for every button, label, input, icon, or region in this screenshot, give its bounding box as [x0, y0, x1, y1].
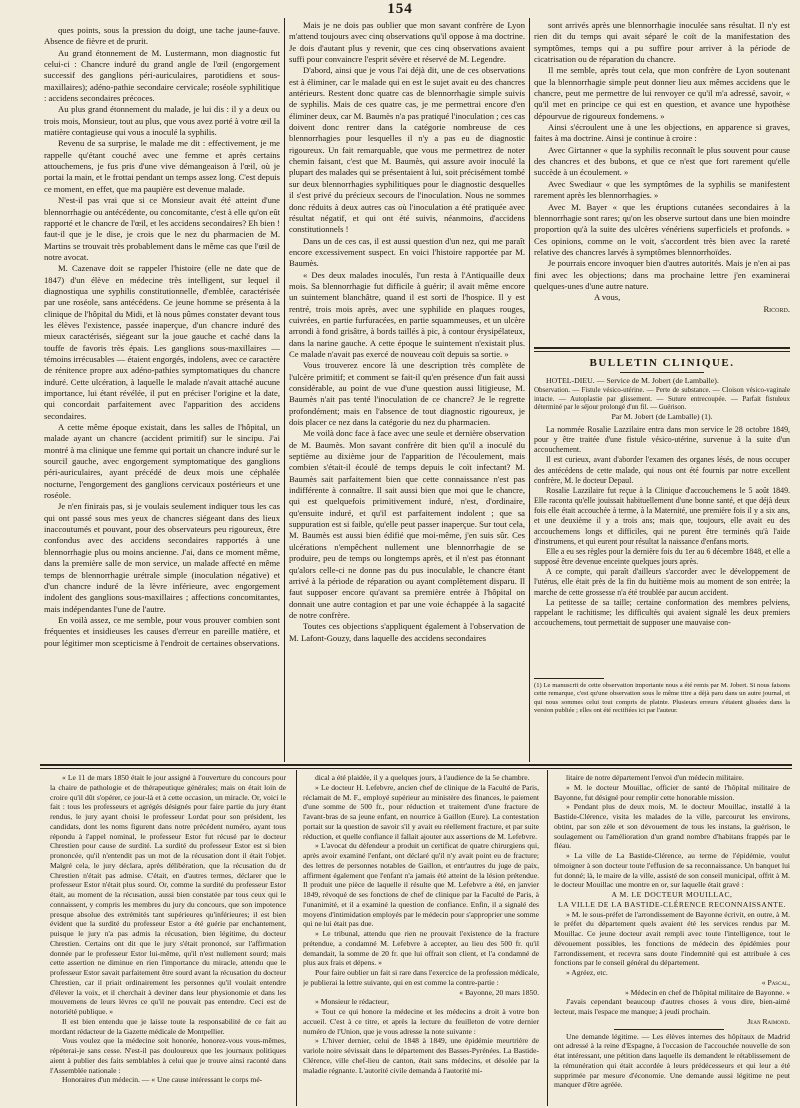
paragraph: Pour faire oublier un fait si rare dans l'exercice de la profession médicale, je publierai la lettre suivante, qui en est comme la contre-partie : [303, 968, 539, 987]
column-divider [547, 770, 548, 1106]
section-divider [534, 347, 790, 349]
paragraph: Toutes ces objections s'appliquent également à l'observation de M. Lafont-Gouzy, dans laquelle des accidens secondaires [289, 621, 525, 643]
paragraph: Au grand étonnement de M. Lustermann, mon diagnostic fut celui-ci : Chancre induré du grand angle de l'œil (engorgement successif des ganglions péri-auriculaires, parotidiens et sous-maxillaires); adéno-pathie secondaire cervicale; roséole syphilitique : accidens secondaires précoces. [44, 47, 280, 104]
paragraph: Rosalie Lazzilaire fut reçue à la Clinique d'accouchemens le 5 août 1849. Elle raconta qu'elle jouissait habituellement d'une bonne santé, et que déjà deux fois elle était accouchée à terme, à la Maternité, une première fois il y a six ans, et une deuxième il y a trois ans; mais que, toujours, elle avait eu des accouchemens longs et difficiles, qui ne purent être terminés qu'à l'aide d'instrumens, et qui eurent pour résultat la naissance d'enfans morts. [534, 485, 790, 546]
paragraph: » La ville de La Bastide-Clérence, au terme de l'épidémie, voulut témoigner à son docteur toute l'effusion de sa reconnaissance. Un banquet lui fut donné; là, le maire de la ville, assisté de son conseil municipal, offrit à M. le docteur Mouillac une montre en or, sur laquelle était gravé : [554, 851, 790, 890]
paragraph: » Le docteur H. Lefebvre, ancien chef de clinique de la Faculté de Paris, réclamait de M. F., employé supérieur au ministère des finances, le paiement d'une somme de 500 fr., pour réduction et traitement d'une fracture de l'avant-bras de sa jeune enfant, en nourrice à Gaillon (Eure). La contestation portait sur la question de savoir s'il y avait eu réellement fracture, et par suite réduction, et quelle confiance il fallait ajouter aux assertions de M. Lefebvre. [303, 782, 539, 841]
paragraph: Mais je ne dois pas oublier que mon savant confrère de Lyon m'attend toujours avec cinq observations qu'il oppose à ma doctrine. Je dois d'autant plus y revenir, que ces cinq observations avaient suffi pour convaincre l'esprit sévère et réservé de M. Legendre. [289, 20, 525, 65]
paragraph: dical a été plaidée, il y a quelques jours, à l'audience de la 5e chambre. [315, 773, 530, 782]
engraving-line: A M. LE DOCTEUR MOUILLAC, [611, 890, 733, 899]
engraving-line: LA VILLE DE LA BASTIDE-CLÉRENCE RECONNAISSANTE. [558, 899, 786, 909]
column-divider [284, 18, 285, 762]
paragraph: » Pendant plus de deux mois, M. le docteur Mouillac, installé à la Bastide-Clérence, visita les malades de la ville, parcourut les environs, obtint, par son zèle et son dévouement de tous les instans, la guérison, le soulagement ou l'amélioration d'un grand nombre d'habitans frappés par le fléau. [554, 802, 790, 851]
paragraph: » L'hiver dernier, celui de 1848 à 1849, une épidémie meurtrière de variole noire sévissait dans le département des Basses-Pyrénées. La Bastide-Clérence, ville chef-lieu de canton, était sans médecins, et désolée par la maladie régnante. L'autorité civile demanda à l'autorité mi- [303, 1036, 539, 1075]
footnote-divider [534, 678, 604, 679]
paragraph: Il me semble, après tout cela, que mon confrère de Lyon soutenant que la blennorrhagie simple peut donner lieu aux mêmes accidens que le chancre, peut me permettre de lui renvoyer ce qu'il m'a adressé, savoir, « qu'il met en principe ce qui est en question, et avance une hypothèse dépourvue de rigoureux fondemens. » [534, 65, 790, 121]
paragraph: Je pourrais encore invoquer bien d'autres autorités. Mais je n'en ai pas fini avec les objections; dans ma prochaine lettre j'en examinerai quelques-unes d'une autre nature. [534, 258, 790, 291]
paragraph: La nommée Rosalie Lazzilaire entra dans mon service le 28 octobre 1849, pour y être traitée d'une fistule vésico-utérine, survenue à la suite d'un accouchement. [534, 425, 790, 455]
paragraph: Vous voulez que la médecine soit honorée, honorez-vous vous-mêmes, répéterai-je sans cesse. N'est-il pas douloureux que les journaux politiques aient à publier des faits semblables à celui que je trouve ainsi raconté dans l'Assemblée nationale : [50, 1036, 286, 1075]
paragraph: Avec M. Bayer « que les éruptions cutanées secondaires à la blennorrhagie sont rares; qu'on les observe surtout dans une bien moindre proportion qu'à la suite des ulcères vénériens superficiels et profonds. » Ces opinions, comme on le voit, s'accordent très bien avec la rareté relative des chancres larvés à symptômes blennorrhoïdes. [534, 201, 790, 257]
paragraph: Me voilà donc face à face avec une seule et dernière observation de M. Baumès. Mon savant confrère dit bien qu'il a inoculé du septième au dixième jour de l'apparition de l'écoulement, mais combien s'était-il écoulé de temps depuis le coït infectant? M. Baumès sait parfaitement bien que cette connaissance n'est pas indifférente à connaître. Il sait aussi bien que moi que le chancre, qui est quelquefois primitivement induré, n'est, d'ordinaire, qu'ensuite induré, et qu'il est parfaitement indolent ; que sa suppuration est si faible, qu'elle peut passer inaperçue. Sur tout cela, M. Baumès est aussi bien édifié que moi-même, j'en suis sûr. Ces ulcérations n'empêchent nullement une blennorrhagie de se produire, peu de temps ou longtemps après, et il n'est pas étonnant qu'alors celle-ci ne donne pas du pus inoculable, le chancre étant arrivé à la période de réparation ou ayant complètement disparu. Il faut supposer encore qu'avant sa première entrée à l'hôpital on donnait une autre contagion et par une voie échappée à la sagacité de notre confrère. [289, 428, 525, 620]
bulletin-body [534, 425, 790, 675]
bulletin-summary: Observation. — Fistule vésico-utérine. — Perte de substance. — Cloison vésico-vaginale intacte. — Autoplastie par glissement. — Suture entrecoupée. — Parfait fistuleux déterminé par le séjour prolongé d'un fil. — Guérison. [534, 386, 790, 412]
paragraph: « Le 11 de mars 1850 était le jour assigné à l'ouverture du concours pour la chaire de pathologie et de thérapeutique générales; mais on était loin de croire qu'il dût s'opérer, ce jour-là et à cette occasion, un miracle. Or, voici le fait : tous les professeurs et agrégés désignés pour faire partie du jury étant rendus, le jury ayant choisi le professeur Lordat pour son président, les candidats, dont les noms figurent dans notre précédent numéro, ayant tous répondu à l'appel nominal, le professeur Estor fut récusé par le docteur Chrestien pour cause de surdité. La surdité du professeur Estor est si bien prononcée, qu'il n'entendit pas un mot de la récusation dont il était l'objet. Malgré cela, le jury déclara, après délibération, que la récusation du dr Chrestien n'était pas admise. C'était, en d'autres termes, déclarer que le professeur Estor n'était plus sourd. Or, comme la surdité du professeur Estor était, au moment de la récusation, aussi bien constatée par tous ceux qui le connaissent, y compris les membres du jury du concours, que son impotence presque absolue des extrémités tant supérieures qu'inférieures; il est bien évident que la surdité du professeur Estor a été guérie par enchantement, puisque le jury n'a pas admis la récusation, bien légitime, du docteur Chrestien. Certains ont dit que le jury s'était prononcé, sur l'affirmation donnée par le professeur Estor lui-même, qu'il n'est nullement sourd; mais cette assertion ne diminue en rien l'importance du miracle, attendu que le professeur Estor savait parfaitement être sourd avant la récusation du docteur Chrestien, car il priait ordinairement les personnes qu'il voulait entendre d'élever la voix, et il cherchait à deviner dans leur physionomie et dans les mouvemens de leurs lèvres ce qu'il ne pouvait pas entendre. Ceci est de notoriété publique. » [50, 773, 286, 1016]
column-1 [44, 25, 280, 760]
paragraph: sont arrivés après une blennorrhagie inoculée sans résultat. Il n'y est rien dit du temps qui avait séparé le coït de la manifestation des symptômes, temps qui a pu suffire pour arriver à la période de cicatrisation ou de réparation du chancre. [534, 20, 790, 65]
bulletin-header [534, 376, 790, 422]
paragraph: » Le tribunal, attendu que rien ne prouvait l'existence de la fracture prétendue, a condamné M. Lefebvre à accepter, au lieu des 500 fr. qu'il demandait, la somme de 20 fr. que lui offrait son client, et l'a condamné de plus aux frais et dépens. » [303, 929, 539, 968]
column-divider [529, 18, 530, 762]
paragraph: Elle a eu ses règles pour la dernière fois du 1er au 6 décembre 1848, et elle a supposé être devenue enceinte quelques jours après. [534, 546, 790, 567]
paragraph: Ainsi s'écroulent une à une les objections, en apparence si graves, faites à ma doctrine. Ainsi je continue à croire : [534, 122, 790, 144]
paragraph: Il est bien entendu que je laisse toute la responsabilité de ce fait au mordant rédacteur de la Gazette médicale de Montpellier. [50, 1016, 286, 1036]
column-3 [534, 20, 790, 342]
paragraph: » M. le sous-préfet de l'arrondissement de Bayonne écrivit, en outre, à M. le préfet du département quels avaient été les services rendus par M. Mouillac. Ce jeune docteur avait rempli avec toute l'intelligence, tout le dévouement possibles, les fonctions de médecin des épidémies pour l'arrondissement, et recevra sans doute l'indemnité qui est attribuée à ces fonctions par le conseil général du département. [554, 909, 790, 968]
paragraph: Je n'en finirais pas, si je voulais seulement indiquer tous les cas qui ont passé sous mes yeux de chancres siégeant dans des lieux inaccoutumés et pouvant, pour des observateurs peu rigoureux, être confondus avec des accidens secondaires rapportés à une blennorrhagie plus ou moins ancienne. J'ai, dans ce moment même, dans la première salle de mon service, un malade affecté en même temps de blennorrhagie urétrale simple (inoculation négative) et d'un chancre induré de la lèvre inférieure, avec engorgement indolent des ganglions sous-maxillaires ; affections concomitantes, mais indépendantes l'une de l'autre. [44, 501, 280, 614]
section-divider [40, 768, 792, 769]
paragraph: Avec Girtanner « que la syphilis reconnaît le plus souvent pour cause des chancres et des bubons, et que ce n'est que fort rarement qu'elle succède à un écoulement. » [534, 144, 790, 178]
paragraph: Revenu de sa surprise, le malade me dit : effectivement, je me rappelle qu'étant couché avec une femme et après certains attouchemens, je fus pris d'une vive démangeaison à l'œil, où je portai la main, et le frottai pendant un temps assez long. C'est depuis ce moment, en effet, que ma paupière est devenue malade. [44, 138, 280, 194]
paragraph: ques points, sous la pression du doigt, une tache jaune-fauve. Absence de fièvre et de prurit. [44, 25, 280, 47]
paragraph: N'est-il pas vrai que si ce Monsieur avait été atteint d'une blennorrhagie ou antécédente, ou concomitante, c'est à elle qu'on eût rapporté et le chancre de l'œil, et les accidens secondaires? Eh bien ! faut-il que je le dise, je crois que le nez du pharmacien de M. Martins se trouvait très probablement dans le même cas que l'œil de notre avocat. [44, 195, 280, 262]
paragraph: » L'avocat du défendeur a produit un certificat de quatre chirurgiens qui, après avoir examiné l'enfant, ont déclaré qu'il n'y avait point eu de fracture; des lettres de personnes notables de Gaillon, et entr'autres du juge de paix, affirment également que l'enfant n'a jamais été atteint de la lésion prétendue. Il produit une pièce de laquelle il résulte que M. Lefebvre a été, en janvier 1849, révoqué de ses fonctions de chef de clinique par la Faculté de Paris, à l'unanimité, et il a examiné la question de confiance. Enfin, il a signalé des moyens d'intimidation employés par le médecin pour s'approprier une somme qui ne lui était pas due. [303, 841, 539, 929]
bulletin-service: HOTEL-DIEU. — Service de M. Jobert (de Lamballe). [546, 376, 719, 385]
divider [614, 1029, 724, 1030]
paragraph: Une demande légitime. — Les élèves internes des hôpitaux de Madrid ont adressé à la reine d'Espagne, à l'occasion de l'accouchée nouvelle de son état intéressant, une pétition dans laquelle ils demandent le rétablissement de la rémunération qui était accordée à leurs prédécesseurs et qui leur a été supprimée par mesure d'économie. Une demande aussi légitime ne peut manquer d'être agréée. [554, 1031, 790, 1090]
letter-signature-title: » Médecin en chef de l'hôpital militaire de Bayonne. » [624, 987, 790, 997]
footnote: (1) Le manuscrit de cette observation importante nous a été remis par M. Jobert. Si nous faisons cette remarque, c'est qu'une observation sous le même titre a déjà paru dans un autre journal, et qui nous sommes celui tout compris de plainte. Plusieurs erreurs s'étaient glissées dans la version publiée ; elles ont été rectifiées ici par l'auteur. [534, 682, 790, 715]
paragraph: D'abord, ainsi que je vous l'ai déjà dit, une de ces observations est à éliminer, car le malade qui en est le sujet avait eu des chancres antérieurs. Restent donc quatre cas de blennorrhagie simple suivis de syphilis. Mais de ces quatre cas, je me permettrai encore d'en éliminer deux, car M. Baumès n'a pas pratiqué l'inoculation ; ces cas doivent donc rentrer dans la catégorie nombreuse de ces blennorrhagies pour lesquelles il n'y a pas eu de diagnostic rigoureux. Un fait remarquable, que vous me permettrez de noter chemin faisant, c'est que M. Baumès, qui assure avoir inoculé la plupart des malades qui se présentaient à lui, soit précisément tombé sur deux blennorrhagies syphilitiques pour le diagnostic desquelles il s'est privé du précieux secours de l'inoculation. Nous ne sommes donc réduits à deux autres cas où l'inoculation a été pratiquée avec résultat négatif, et qui ont été suivis, néanmoins, d'accidens constitutionnels ! [289, 65, 525, 235]
title-underline [620, 372, 704, 373]
paragraph: » Agréez, etc. [566, 968, 608, 977]
paragraph: litaire de notre département l'envoi d'un médecin militaire. [566, 773, 744, 782]
letter-signature: « Pascal, [761, 977, 790, 987]
paragraph: A cette même époque existait, dans les salles de l'hôpital, un malade ayant un chancre (accident primitif) sur le sincipu. J'ai montré à ma clinique une femme qui portait un chancre induré sur le sourcil gauche, avec engorgement symptomatique des ganglions péri-auriculaires, ayant précédé de deux mois une céphalée nocturne, l'engorgement des ganglions cervicaux postérieurs et une roséole. [44, 422, 280, 501]
signature: Ricord. [763, 303, 790, 314]
paragraph: La petitesse de sa taille; certaine conformation des membres pelviens, rappelant le rachitisme; les difficultés qui avaient signalé les deux premiers accouchemens, tout permettait de supposer une mauvaise con- [534, 597, 790, 627]
paragraph: A ce compte, qui paraît d'ailleurs s'accorder avec le développement de l'utérus, elle était près de la fin du huitième mois au moment de son entrée; la marche de cette grossesse n'a été troublée par aucun accident. [534, 567, 790, 597]
paragraph: Avec Swediaur « que les symptômes de la syphilis se manifestent rarement après les blennorrhagies. » [534, 178, 790, 201]
bulletin-title: BULLETIN CLINIQUE. [589, 357, 735, 369]
bulletin-byline: Par M. Jobert (de Lamballe) (1). [611, 411, 713, 421]
paragraph: M. Cazenave doit se rappeler l'histoire (elle ne date que de 1847) d'un élève en médecine très intelligent, sur lequel il diagnostiqua une syphilis constitutionnelle, d'emblée, caractérisée par une roséole, sans antécédens. Ce jeune homme se présenta à la clinique de l'hôpital du Midi, et là nous pûmes constater devant tous les élèves l'existence, passée inaperçue, d'un chancre induré des mieux caractérisés, siégeant sur la joue gauche et caché dans la touffe de favoris très épais. Les ganglions sous-maxillaires — témoins irrécusables — étaient engorgés, indolens, avec ce caractère de rénitence propre aux adéno-pathies symptomatiques du chancre induré. Cette ulcération, à laquelle le malade n'avait attaché aucune importance, lui étant révélée, il put en préciser l'origine et la date, qui concordait parfaitement avec l'apparition des accidens secondaires. [44, 263, 280, 421]
paragraph: « Des deux malades inoculés, l'un resta à l'Antiquaille deux mois. Sa blennorrhagie fut difficile à guérir; il avait même encore un suintement blanchâtre, quand il est sorti de l'hospice. Il y est rentré, trois mois après, avec une syphilide en plaques rouges, cuivrées, en partie furfuracées, en partie squammeuses, et un ulcère arrondi à fond grisâtre, à bords taillés à pic, à contour érysipélateux, dans la narine gauche. A cette époque le suintement n'existait plus. Ce malade n'avait pas exercé de nouveau coït depuis sa sortie. » [289, 269, 525, 359]
lower-column-1 [50, 773, 286, 1105]
closing: A vous, [594, 292, 621, 303]
section-divider [534, 351, 790, 352]
lower-column-3 [554, 773, 790, 1105]
section-divider [40, 764, 792, 766]
paragraph: » M. le docteur Mouillac, officier de santé de l'hôpital militaire de Bayonne, fut désigné pour remplir cette honorable mission. [554, 782, 790, 802]
column-2 [289, 20, 525, 760]
paragraph: Honoraires d'un médecin. — « Une cause intéressant le corps mé- [62, 1075, 263, 1085]
paragraph: J'avais cependant beaucoup d'autres choses à vous dire, bien-aimé lecteur, mais l'espace me manque; à jeudi prochain. [554, 997, 790, 1016]
paragraph: Vous trouverez encore là une description très complète de l'ulcère primitif; et comment se fait-il qu'en présence d'un fait aussi considérable, au point de vue d'une question aussi litigieuse, M. Baumès n'ait pas tenté l'inoculation de ce chancre? Je le regrette profondément; mais en l'absence de tout diagnostic rigoureux, je dois placer ce nez dans la catégorie du nez du pharmacien. [289, 360, 525, 428]
page-number: 154 [387, 1, 413, 17]
paragraph: Au plus grand étonnement du malade, je lui dis : il y a deux ou trois mois, Monsieur, tout au plus, que vous avez porté à votre œil la matière contagieuse qui vous a inoculé la syphilis. [44, 104, 280, 138]
paragraph: En voilà assez, ce me semble, pour vous prouver combien sont fréquentes et insidieuses les causes d'erreur en pareille matière, et pour légitimer mon scepticisme à l'endroit de certaines observations. [44, 614, 280, 648]
letter-salutation: » Monsieur le rédacteur, [315, 997, 389, 1007]
paragraph: » Tout ce qui honore la médecine et les médecins a droit à votre bon accueil. C'est à ce titre, et après la lecture du feuilleton de votre dernier numéro de l'Union, que je vous adresse la note suivante : [303, 1007, 539, 1036]
letter-date: « Bayonne, 20 mars 1850. [459, 987, 539, 997]
paragraph: Il est curieux, avant d'aborder l'examen des organes lésés, de nous occuper des antécédens de cette malade, qui nous ont été fournis par notre excellent confrère, M. le docteur Depaul. [534, 455, 790, 485]
paragraph: Dans un de ces cas, il est aussi question d'un nez, qui me paraît encore excessivement suspect. En voici l'histoire rapportée par M. Baumès. [289, 235, 525, 269]
column-divider [296, 770, 297, 1106]
lower-column-2 [303, 773, 539, 1105]
author-signature: Jean Raimond. [747, 1016, 790, 1026]
